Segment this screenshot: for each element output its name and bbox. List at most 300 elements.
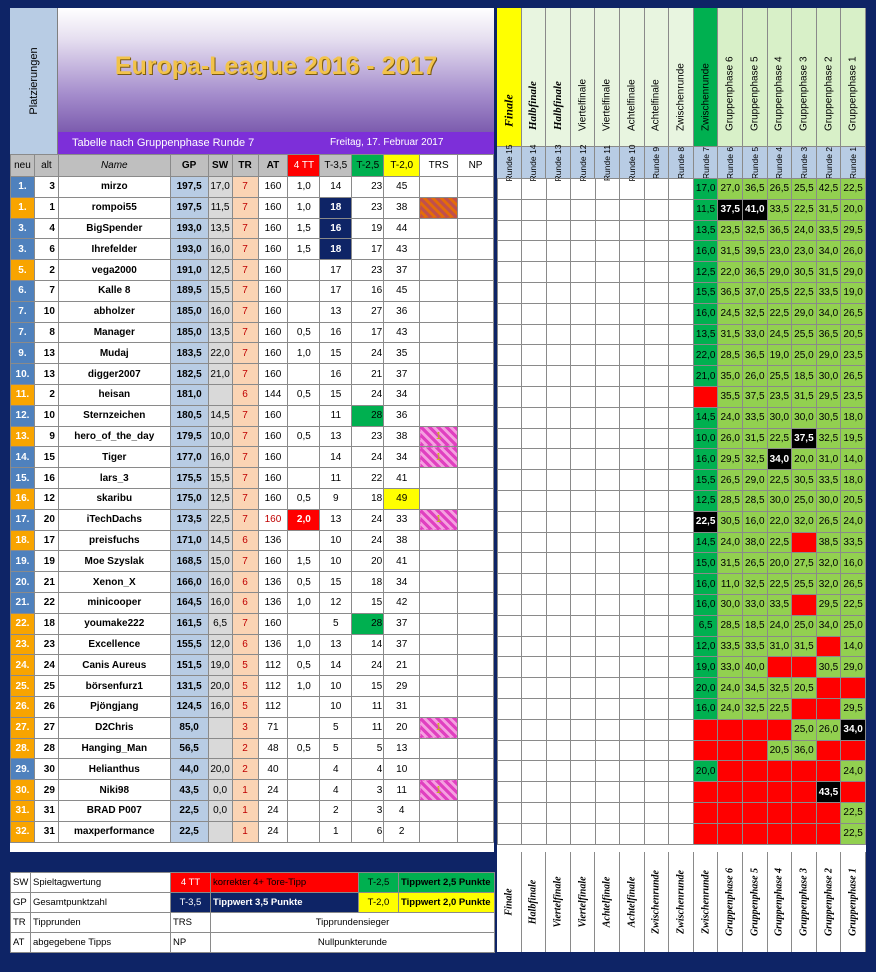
t25: 17	[352, 322, 384, 343]
round-score	[669, 761, 693, 782]
round-score	[644, 574, 668, 595]
round-score: 18,5	[792, 366, 817, 387]
tips-given: 160	[258, 613, 288, 634]
round-header-label: Finale	[501, 94, 516, 127]
t35: 15	[320, 572, 352, 593]
rank-old: 10	[34, 301, 58, 322]
legend-text: Gesamtpunktzahl	[31, 893, 171, 913]
np	[458, 696, 494, 717]
round-score	[498, 490, 522, 511]
round-score	[816, 823, 841, 844]
round-score	[669, 386, 693, 407]
round-score	[522, 532, 546, 553]
round-footer	[669, 852, 694, 952]
round-score: 12,5	[693, 262, 718, 283]
round-score	[792, 532, 817, 553]
round-score: 32,5	[743, 220, 768, 241]
round-score: 32,5	[767, 678, 792, 699]
round-score: 22,5	[767, 428, 792, 449]
np	[458, 613, 494, 634]
round-score	[522, 490, 546, 511]
round-score	[522, 199, 546, 220]
table-row	[498, 366, 866, 387]
title-banner	[58, 8, 494, 132]
table-row	[11, 405, 494, 426]
trs	[420, 177, 458, 198]
round-score: 33,5	[743, 636, 768, 657]
round-score: 28,5	[718, 490, 743, 511]
round-score	[498, 345, 522, 366]
legend-row	[11, 933, 495, 953]
t25: 23	[352, 426, 384, 447]
round-score	[546, 594, 570, 615]
t35: 14	[320, 177, 352, 198]
t25: 28	[352, 613, 384, 634]
round-label-text: Runde 9	[651, 146, 662, 179]
round-score: 11,0	[718, 574, 743, 595]
t20: 37	[384, 613, 420, 634]
trs	[420, 572, 458, 593]
round-score: 23,5	[841, 345, 866, 366]
total-points: 189,5	[170, 280, 208, 301]
round-score	[816, 698, 841, 719]
round-score	[669, 241, 693, 262]
table-row	[11, 468, 494, 489]
rank-old: 26	[34, 696, 58, 717]
round-score: 33,5	[841, 532, 866, 553]
player-name: digger2007	[58, 364, 170, 385]
round-score	[644, 428, 668, 449]
round-score: 30,0	[767, 407, 792, 428]
round-score	[644, 199, 668, 220]
round-score: 22,5	[841, 594, 866, 615]
round-score	[498, 574, 522, 595]
table-row	[11, 343, 494, 364]
table-row	[498, 782, 866, 803]
round-score: 36,5	[743, 179, 768, 200]
tip-rounds: 5	[232, 676, 258, 697]
t20: 41	[384, 468, 420, 489]
player-name: Helianthus	[58, 759, 170, 780]
rank-old: 17	[34, 530, 58, 551]
round-score: 34,0	[841, 719, 866, 740]
round-score	[571, 366, 595, 387]
four-tt	[288, 447, 320, 468]
player-name: maxperformance	[58, 821, 170, 842]
round-label	[694, 146, 719, 178]
table-row	[11, 384, 494, 405]
round-score: 26,0	[743, 366, 768, 387]
round-score	[498, 532, 522, 553]
player-name: skaribu	[58, 488, 170, 509]
np	[458, 280, 494, 301]
round-score	[498, 470, 522, 491]
round-score	[620, 802, 644, 823]
rank-new: 9.	[11, 343, 35, 364]
round-score	[595, 345, 619, 366]
round-score	[620, 366, 644, 387]
round-score: 24,0	[718, 698, 743, 719]
round-score	[620, 511, 644, 532]
round-score	[693, 782, 718, 803]
rank-new: 10.	[11, 364, 35, 385]
np	[458, 426, 494, 447]
round-header-label: Zwischenrunde	[675, 63, 687, 131]
t25: 24	[352, 530, 384, 551]
round-score	[522, 303, 546, 324]
table-row	[11, 530, 494, 551]
round-score	[620, 407, 644, 428]
round-score	[522, 449, 546, 470]
round-score	[620, 241, 644, 262]
t25: 22	[352, 468, 384, 489]
round-score: 23,5	[767, 386, 792, 407]
column-header: GP	[170, 155, 208, 177]
t35: 18	[320, 239, 352, 260]
four-tt: 0,5	[288, 322, 320, 343]
round-footer-label: Gruppenphase 2	[823, 867, 835, 937]
rank-old: 16	[34, 468, 58, 489]
four-tt: 1,0	[288, 676, 320, 697]
table-row	[11, 218, 494, 239]
round-score	[571, 220, 595, 241]
t25: 11	[352, 696, 384, 717]
round-score	[620, 740, 644, 761]
t35: 2	[320, 800, 352, 821]
round-score: 15,5	[693, 282, 718, 303]
round-score	[718, 740, 743, 761]
round-header	[694, 8, 719, 146]
round-score: 27,0	[718, 179, 743, 200]
player-name: rompoi55	[58, 197, 170, 218]
tips-given: 160	[258, 177, 288, 198]
tip-rounds: 6	[232, 634, 258, 655]
rank-old: 7	[34, 280, 58, 301]
trs	[420, 280, 458, 301]
t25: 24	[352, 384, 384, 405]
tip-rounds: 7	[232, 322, 258, 343]
round-score	[546, 386, 570, 407]
legend-row	[11, 873, 495, 893]
t20: 44	[384, 218, 420, 239]
round-score	[498, 220, 522, 241]
round-score: 24,5	[718, 303, 743, 324]
round-score	[669, 678, 693, 699]
tip-rounds: 7	[232, 405, 258, 426]
t20: 36	[384, 405, 420, 426]
day-score: 16,0	[208, 572, 232, 593]
tip-rounds: 7	[232, 613, 258, 634]
np	[458, 634, 494, 655]
column-header: SW	[208, 155, 232, 177]
legend-row	[11, 913, 495, 933]
round-score	[620, 345, 644, 366]
round-score: 22,5	[841, 823, 866, 844]
four-tt	[288, 301, 320, 322]
round-score	[792, 698, 817, 719]
round-score	[571, 636, 595, 657]
round-score	[620, 179, 644, 200]
round-score: 20,5	[767, 740, 792, 761]
round-score: 32,0	[792, 511, 817, 532]
round-label	[718, 146, 743, 178]
round-score	[595, 594, 619, 615]
day-score: 15,5	[208, 468, 232, 489]
round-header	[522, 8, 547, 146]
t20: 38	[384, 426, 420, 447]
t25: 27	[352, 301, 384, 322]
trs	[420, 821, 458, 842]
round-score	[571, 282, 595, 303]
round-label	[669, 146, 694, 178]
t35: 17	[320, 260, 352, 281]
round-header-label: Halbfinale	[551, 81, 564, 130]
round-score	[743, 782, 768, 803]
day-score	[208, 384, 232, 405]
tips-given: 24	[258, 821, 288, 842]
round-header-label: Viertelfinale	[601, 78, 613, 131]
round-score: 22,5	[767, 574, 792, 595]
legend-text: Tippwert 2,0 Punkte	[399, 893, 495, 913]
four-tt: 1,0	[288, 343, 320, 364]
round-score	[546, 615, 570, 636]
day-score: 16,0	[208, 239, 232, 260]
round-score: 36,0	[792, 740, 817, 761]
total-points: 164,5	[170, 592, 208, 613]
trs: 1	[420, 717, 458, 738]
t25: 4	[352, 759, 384, 780]
round-score: 19,0	[693, 657, 718, 678]
total-points: 181,0	[170, 384, 208, 405]
legend-key: TRS	[171, 913, 211, 933]
round-score	[620, 782, 644, 803]
round-score	[498, 802, 522, 823]
round-label	[768, 146, 793, 178]
round-score	[669, 698, 693, 719]
round-footer-label: Achtelfinale	[626, 876, 638, 928]
round-score: 12,0	[693, 636, 718, 657]
player-name: Hanging_Man	[58, 738, 170, 759]
rank-new: 29.	[11, 759, 35, 780]
t35: 4	[320, 780, 352, 801]
round-score	[669, 574, 693, 595]
round-score	[669, 490, 693, 511]
table-row	[11, 551, 494, 572]
round-score	[522, 241, 546, 262]
column-header: T-2,0	[384, 155, 420, 177]
table-row	[11, 696, 494, 717]
round-score	[767, 782, 792, 803]
tips-given: 160	[258, 468, 288, 489]
round-score	[644, 490, 668, 511]
rank-old: 6	[34, 239, 58, 260]
round-score	[546, 407, 570, 428]
round-score	[669, 823, 693, 844]
round-score: 23,0	[767, 241, 792, 262]
rank-new: 14.	[11, 447, 35, 468]
round-score	[644, 823, 668, 844]
round-score	[546, 282, 570, 303]
rank-new: 3.	[11, 239, 35, 260]
t20: 43	[384, 239, 420, 260]
round-score: 22,0	[767, 511, 792, 532]
rank-old: 20	[34, 509, 58, 530]
round-score: 25,5	[792, 574, 817, 595]
total-points: 185,0	[170, 322, 208, 343]
round-score	[595, 698, 619, 719]
round-score	[595, 324, 619, 345]
round-score	[498, 594, 522, 615]
round-score: 33,5	[816, 282, 841, 303]
round-score	[595, 449, 619, 470]
round-score	[816, 678, 841, 699]
four-tt	[288, 468, 320, 489]
round-score	[546, 782, 570, 803]
round-score	[571, 490, 595, 511]
round-score	[816, 740, 841, 761]
legend-text: Tipprundensieger	[211, 913, 495, 933]
round-score	[767, 657, 792, 678]
column-header: T-3,5	[320, 155, 352, 177]
round-score	[841, 782, 866, 803]
np	[458, 405, 494, 426]
tip-rounds: 7	[232, 364, 258, 385]
t25: 6	[352, 821, 384, 842]
date-label: Freitag, 17. Februar 2017	[330, 137, 444, 148]
t20: 45	[384, 177, 420, 198]
table-row	[11, 260, 494, 281]
tips-given: 24	[258, 800, 288, 821]
t20: 10	[384, 759, 420, 780]
round-score	[498, 553, 522, 574]
round-score	[546, 324, 570, 345]
round-score	[620, 428, 644, 449]
player-name: heisan	[58, 384, 170, 405]
round-score: 29,0	[743, 470, 768, 491]
t25: 23	[352, 197, 384, 218]
round-footer	[768, 852, 793, 952]
round-score	[644, 407, 668, 428]
trs: 1	[420, 447, 458, 468]
tip-rounds: 7	[232, 343, 258, 364]
tip-rounds: 7	[232, 218, 258, 239]
four-tt	[288, 800, 320, 821]
t20: 43	[384, 322, 420, 343]
round-score	[767, 719, 792, 740]
round-score	[522, 511, 546, 532]
round-score	[595, 615, 619, 636]
round-score: 6,5	[693, 615, 718, 636]
day-score: 22,0	[208, 343, 232, 364]
trs	[420, 551, 458, 572]
round-score: 33,5	[816, 470, 841, 491]
total-points: 183,5	[170, 343, 208, 364]
round-score	[644, 220, 668, 241]
t25: 11	[352, 717, 384, 738]
round-score	[669, 594, 693, 615]
round-header-label: Viertelfinale	[577, 78, 589, 131]
round-score	[644, 470, 668, 491]
t35: 13	[320, 301, 352, 322]
total-points: 171,0	[170, 530, 208, 551]
round-score	[669, 532, 693, 553]
round-score	[718, 719, 743, 740]
round-score	[644, 241, 668, 262]
round-score: 30,0	[816, 490, 841, 511]
table-row	[11, 613, 494, 634]
round-score: 22,5	[841, 802, 866, 823]
trs	[420, 364, 458, 385]
rank-new: 7.	[11, 301, 35, 322]
rank-new: 31.	[11, 800, 35, 821]
round-footer	[522, 852, 547, 952]
np	[458, 821, 494, 842]
trs	[420, 468, 458, 489]
round-score: 33,5	[767, 594, 792, 615]
four-tt	[288, 717, 320, 738]
round-header-label: Gruppenphase 2	[823, 56, 835, 131]
t25: 15	[352, 592, 384, 613]
round-score: 16,0	[693, 303, 718, 324]
round-score	[669, 199, 693, 220]
round-score	[546, 241, 570, 262]
legend-key: T-3,5	[171, 893, 211, 913]
round-label-text: Runde 11	[602, 144, 613, 181]
four-tt: 0,5	[288, 572, 320, 593]
round-score: 15,0	[693, 553, 718, 574]
round-score	[546, 719, 570, 740]
player-name: Manager	[58, 322, 170, 343]
trs	[420, 530, 458, 551]
table-row	[498, 345, 866, 366]
round-score	[816, 761, 841, 782]
total-points: 85,0	[170, 717, 208, 738]
round-score	[669, 366, 693, 387]
round-score: 35,0	[718, 366, 743, 387]
four-tt	[288, 260, 320, 281]
round-score: 24,0	[792, 220, 817, 241]
round-score: 29,0	[841, 262, 866, 283]
round-score	[498, 241, 522, 262]
round-header	[571, 8, 596, 146]
table-row	[11, 738, 494, 759]
round-label-text: Runde 7	[700, 146, 711, 179]
rank-new: 27.	[11, 717, 35, 738]
t35: 13	[320, 634, 352, 655]
round-score: 42,5	[816, 179, 841, 200]
round-score	[718, 802, 743, 823]
trs	[420, 488, 458, 509]
round-score	[498, 615, 522, 636]
t25: 15	[352, 676, 384, 697]
round-score	[498, 262, 522, 283]
player-name: abholzer	[58, 301, 170, 322]
round-score	[620, 532, 644, 553]
round-score	[595, 678, 619, 699]
tips-given: 136	[258, 572, 288, 593]
t25: 21	[352, 364, 384, 385]
day-score: 13,5	[208, 322, 232, 343]
round-score	[498, 449, 522, 470]
round-score	[571, 449, 595, 470]
round-score: 34,5	[743, 678, 768, 699]
round-score: 25,0	[792, 490, 817, 511]
round-score: 32,5	[816, 428, 841, 449]
day-score	[208, 717, 232, 738]
four-tt: 0,5	[288, 655, 320, 676]
round-score	[669, 449, 693, 470]
round-score: 24,0	[718, 678, 743, 699]
